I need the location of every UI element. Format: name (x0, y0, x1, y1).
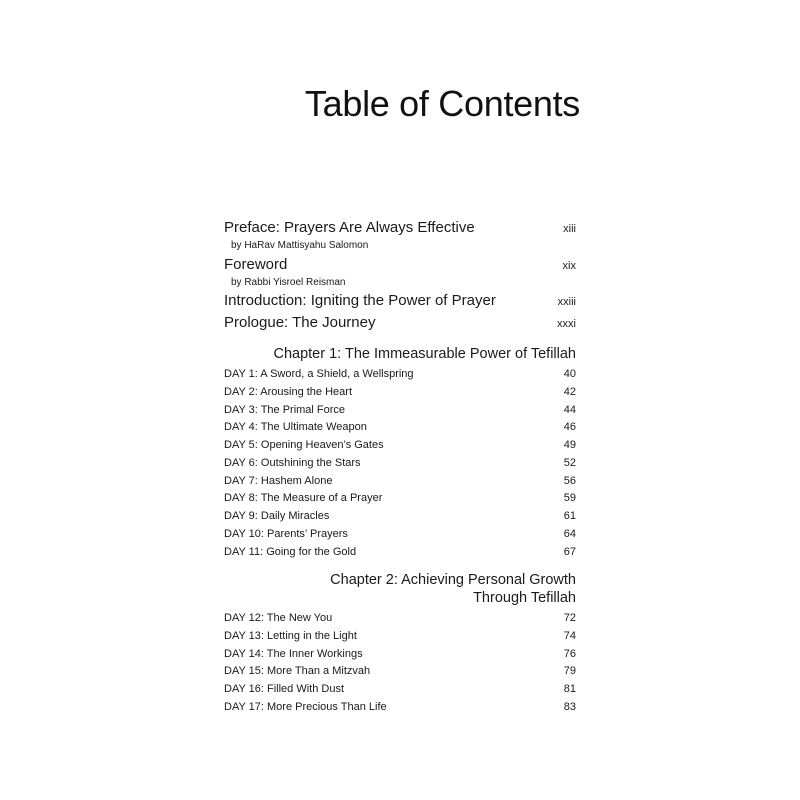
front-matter-page: xiii (563, 223, 576, 235)
front-matter-page: xix (562, 260, 576, 272)
front-matter-title: Foreword (224, 256, 288, 273)
list-item (224, 646, 576, 664)
front-matter-byline: by HaRav Mattisyahu Salomon (231, 240, 369, 251)
entry-page: 79 (563, 665, 576, 678)
front-matter-page: xxiii (557, 296, 576, 308)
entry-page: 61 (563, 510, 576, 522)
entry-label: DAY 4: The Ultimate Weapon (224, 421, 367, 434)
entry-page: 59 (563, 492, 576, 505)
entry-label: DAY 1: A Sword, a Shield, a Wellspring (224, 368, 414, 380)
front-matter-entry-preface (224, 218, 576, 252)
entry-label: DAY 16: Filled With Dust (224, 683, 345, 695)
list-item (224, 366, 576, 384)
front-matter-entry-introduction (224, 291, 576, 312)
chapter-1-entries (224, 366, 576, 561)
entry-page: 74 (563, 629, 576, 642)
list-item (224, 544, 576, 562)
entry-label: DAY 11: Going for the Gold (224, 545, 357, 558)
list-item (224, 384, 576, 402)
entry-label: DAY 13: Letting in the Light (224, 629, 357, 642)
chapter-heading-2 (224, 571, 576, 607)
list-item (224, 699, 576, 717)
front-matter-entry-prologue (224, 313, 576, 334)
front-matter-page: xxxi (557, 318, 576, 330)
list-item (224, 628, 576, 646)
entry-page: 46 (563, 421, 576, 434)
front-matter-entry-foreword (224, 255, 576, 289)
front-matter-title: Introduction: Igniting the Power of Prayer (224, 292, 496, 309)
list-item (224, 402, 576, 420)
list-item (224, 610, 576, 628)
entry-label: DAY 6: Outshining the Stars (224, 456, 361, 469)
entry-page: 83 (563, 700, 576, 713)
chapter-heading-line: Through Tefillah (473, 590, 576, 606)
list-item (224, 508, 576, 526)
entry-label: DAY 14: The Inner Workings (224, 647, 363, 660)
entry-label: DAY 3: The Primal Force (224, 403, 346, 416)
chapter-heading-line: Chapter 1: The Immeasurable Power of Tefillah (273, 346, 576, 362)
list-item (224, 437, 576, 455)
list-item (224, 473, 576, 491)
front-matter-title: Prologue: The Journey (224, 314, 376, 331)
entry-label: DAY 15: More Than a Mitzvah (224, 665, 371, 678)
entry-page: 52 (563, 456, 576, 469)
entry-page: 67 (563, 545, 576, 558)
entry-label: DAY 7: Hashem Alone (224, 474, 333, 487)
entry-page: 76 (563, 647, 576, 660)
list-item (224, 663, 576, 681)
chapter-heading-1 (224, 345, 576, 363)
entry-page: 42 (563, 385, 576, 398)
entry-page: 49 (563, 439, 576, 451)
page-title: Table of Contents (304, 83, 580, 124)
entry-label: DAY 17: More Precious Than Life (224, 700, 387, 713)
entry-label: DAY 2: Arousing the Heart (224, 385, 352, 398)
front-matter-title: Preface: Prayers Are Always Effective (224, 219, 475, 236)
entry-page: 44 (563, 403, 576, 416)
entry-label: DAY 10: Parents’ Prayers (224, 527, 348, 540)
list-item (224, 490, 576, 508)
chapter-heading-line: Chapter 2: Achieving Personal Growth (330, 572, 576, 588)
list-item (224, 526, 576, 544)
list-item (224, 455, 576, 473)
chapter-2-entries (224, 610, 576, 717)
entry-label: DAY 8: The Measure of a Prayer (224, 492, 383, 505)
entry-label: DAY 5: Opening Heaven’s Gates (224, 439, 384, 451)
front-matter-byline: by Rabbi Yisroel Reisman (231, 277, 346, 288)
entry-page: 81 (563, 683, 576, 695)
list-item (224, 681, 576, 699)
entry-page: 72 (563, 612, 576, 624)
entry-label: DAY 12: The New You (224, 612, 333, 624)
list-item (224, 419, 576, 437)
entry-label: DAY 9: Daily Miracles (224, 510, 330, 522)
entry-page: 64 (563, 527, 576, 540)
entry-page: 40 (563, 368, 576, 380)
entry-page: 56 (563, 474, 576, 487)
